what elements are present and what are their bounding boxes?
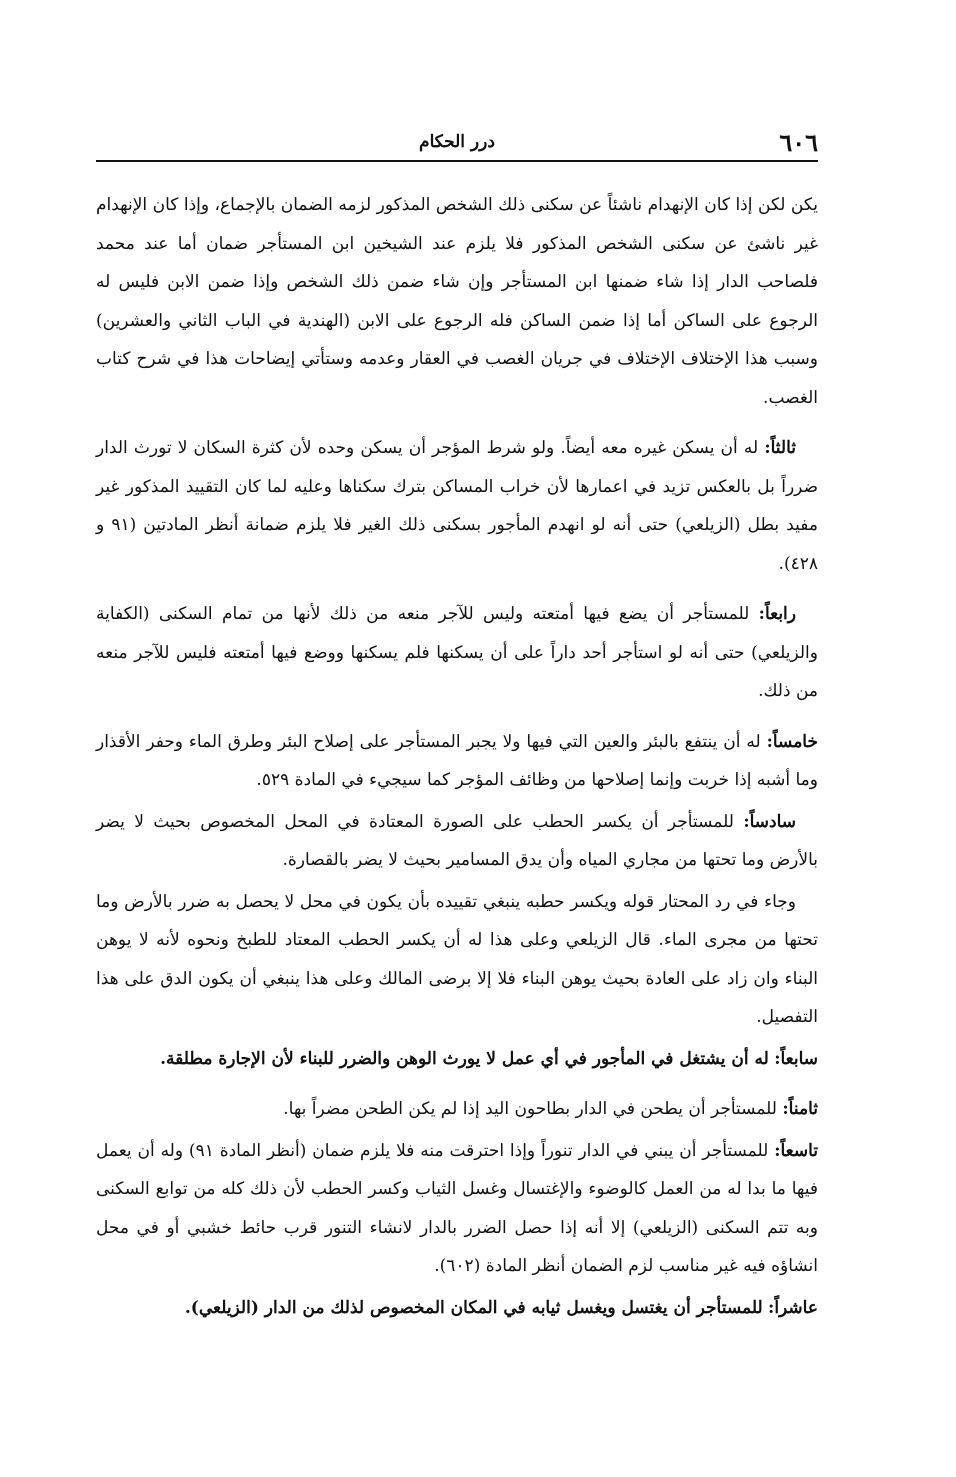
paragraph-text: للمستأجر أن يطحن في الدار بطاحون اليد إذا لم يكن الطحن مضراً بها. <box>283 1099 777 1119</box>
paragraph-text: له أن يشتغل في المأجور في أي عمل لا يورث الوهن والضرر للبناء لأن الإجارة مطلقة. <box>160 1048 769 1069</box>
paragraph-ninth <box>96 1132 818 1286</box>
paragraph-tenth <box>96 1289 818 1328</box>
paragraph-text: للمستأجر أن يضع فيها أمتعته وليس للآجر منعه من ذلك لأنها من تمام السكنى (الكفاية والزيلعي) حتى أنه لو استأجر أحد داراً على أن يسكنها فلم يسكنها ووضع فيها أمتعته فليس للآجر منعه من ذلك. <box>96 604 818 701</box>
page-header <box>96 124 818 160</box>
paragraph-lead: خامساً: <box>766 731 818 752</box>
paragraph-lead: سابعاً: <box>774 1048 818 1069</box>
paragraph-lead: سادساً: <box>743 811 797 832</box>
paragraph-seventh <box>96 1040 818 1079</box>
page-body <box>96 186 818 1327</box>
paragraph-eighth <box>96 1090 818 1129</box>
paragraph-text: للمستأجر أن يغتسل ويغسل ثيابه في المكان المخصوص لذلك من الدار (الزيلعي). <box>184 1297 763 1318</box>
paragraph-lead: رابعاً: <box>758 604 796 624</box>
paragraph-lead: ثامناً: <box>782 1099 818 1119</box>
paragraph-text: وجاء في رد المحتار قوله ويكسر حطبه ينبغي تقييده بأن يكون في محل لا يحصل به ضرر بالأرض وما تحتها من مجرى الماء. قال الزيلعي وعلى هذا له أن يكسر الحطب المعتاد للطبخ ونحوه لأنه لا يوهن البناء وان زاد على العادة بحيث يوهن البناء فلا إلا برضى المالك وعلى هذا ينبغي أن يكون الدق على هذا التفصيل. <box>96 891 818 1027</box>
paragraph-lead: ثالثاً: <box>764 438 796 458</box>
paragraph-text: يكن لكن إذا كان الإنهدام ناشئاً عن سكنى ذلك الشخص المذكور لزمه الضمان بالإجماع، وإذا كان الإنهدام غير ناشئ عن سكنى الشخص المذكور فلا يلزم عند الشيخين ابن المستأجر ضمان أما عند محمد فلصاحب الدار إذا شاء ضمنها ابن المستأجر وإن شاء ضمن ذلك الشخص وإذا ضمن الابن فليس له الرجوع على الساكن أما إذا ضمن الساكن فله الرجوع على الابن (الهندية في الباب الثاني والعشرين) وسبب هذا الإختلاف الإختلاف في جريان الغصب في العقار وعدمه وستأتي إيضاحات هذا في شرح كتاب الغصب. <box>96 195 818 408</box>
paragraph-lead: تاسعاً: <box>774 1140 818 1161</box>
paragraph-text: له أن يسكن غيره معه أيضاً. ولو شرط المؤجر أن يسكن وحده لأن كثرة السكان لا تورث الدار ضرراً بل بالعكس تزيد في اعمارها لأن خراب المساكن بترك سكناها وعليه لما كان التقييد المذكور غير مفيد بطل (الزيلعي) حتى أنه لو انهدم المأجور بسكنى ذلك الغير فلا يلزم ضمانة أنظر المادتين (٩١ و ٤٢٨). <box>96 438 818 574</box>
paragraph-lead: عاشراً: <box>768 1297 818 1318</box>
paragraph-fifth <box>96 723 818 800</box>
paragraph-text: للمستأجر أن يبني في الدار تنوراً وإذا احترقت منه فلا يلزم ضمان (أنظر المادة ٩١) وله أن يعمل فيها ما بدا له من العمل كالوضوء والإغتسال وغسل الثياب وكسر الحطب لأن ذلك كله من توابع السكنى وبه تتم السكنى (الزيلعي) إلا أنه إذا حصل الضرر بالدار لانشاء التنور قرب حائط خشبي أو في محل انشاؤه فيه غير مناسب لزم الضمان أنظر المادة (٦٠٢). <box>96 1140 818 1276</box>
paragraph-continuation <box>96 186 818 417</box>
paragraph-sixth <box>96 803 818 880</box>
paragraph-fourth <box>96 595 818 711</box>
page-number: ٦٠٦ <box>779 128 818 157</box>
header-divider <box>96 160 818 162</box>
paragraph-text: للمستأجر أن يكسر الحطب على الصورة المعتادة في المحل المخصوص بحيث لا يضر بالأرض وما تحتها من مجاري المياه وأن يدق المسامير بحيث لا يضر بالقصارة. <box>96 811 818 870</box>
paragraph-commentary <box>96 883 818 1037</box>
running-title: درر الحكام <box>419 132 495 152</box>
paragraph-text: له أن ينتفع بالبئر والعين التي فيها ولا يجبر المستأجر على إصلاح البئر وطرق الماء وحفر الأقذار وما أشبه إذا خربت وإنما إصلاحها من وظائف المؤجر كما سيجيء في المادة ٥٢٩. <box>96 731 818 790</box>
paragraph-third <box>96 429 818 583</box>
